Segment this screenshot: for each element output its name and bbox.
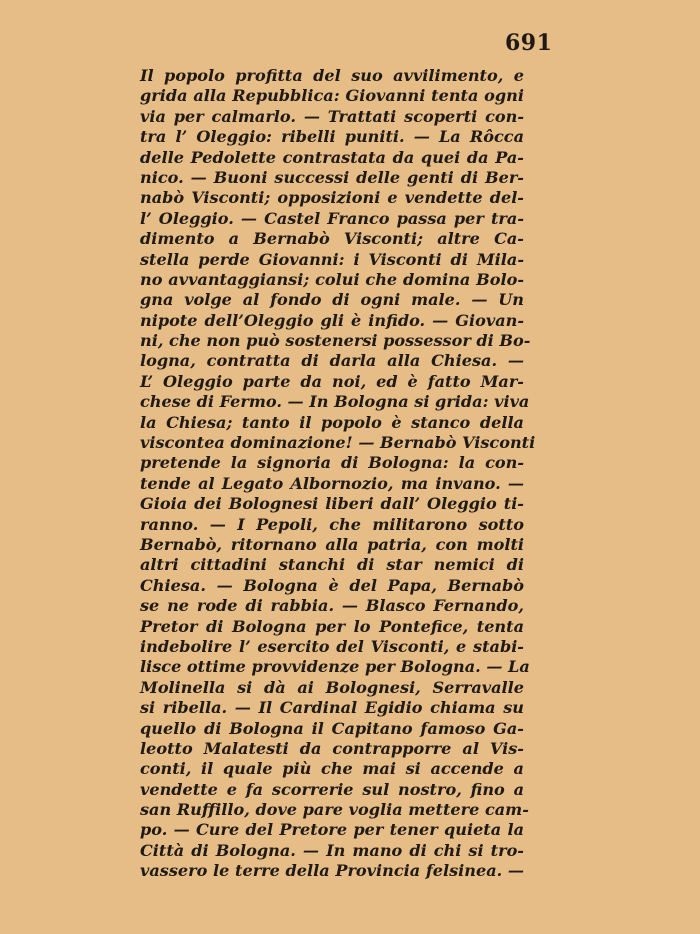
text-line: logna, contratta di darla alla Chiesa. — <box>140 351 524 371</box>
text-line: Città di Bologna. — In mano di chi si tro- <box>140 840 524 860</box>
text-line: via per calmarlo. — Trattati scoperti con- <box>140 106 524 126</box>
text-line: Chiesa. — Bologna è del Papa, Bernabò <box>140 575 524 595</box>
text-line: nipote dell’Oleggio gli è infido. — Giovan- <box>140 310 524 330</box>
page-number: 691 <box>505 30 553 56</box>
text-line: po. — Cure del Pretore per tener quieta la <box>140 820 524 840</box>
text-line: viscontea dominazione! — Bernabò Visconti <box>140 433 536 453</box>
text-line: grida alla Repubblica: Giovanni tenta ogni <box>140 86 524 106</box>
text-line: dimento a Bernabò Visconti; altre Ca- <box>140 229 524 249</box>
text-line: ni, che non può sostenersi possessor di Bo- <box>140 331 531 351</box>
text-line: Il popolo profitta del suo avvilimento, e <box>140 66 524 85</box>
text-line: tende al Legato Albornozio, ma invano. — <box>140 473 524 493</box>
text-line: stella perde Giovanni: i Visconti di Mila- <box>140 249 524 269</box>
text-line: nabò Visconti; opposizioni e vendette del- <box>140 188 524 208</box>
text-line: vassero le terre della Provincia felsinea. — <box>140 861 524 881</box>
text-line: vendette e fa scorrerie sul nostro, fino a <box>140 779 524 799</box>
text-line: se ne rode di rabbia. — Blasco Fernando, <box>140 596 524 616</box>
text-line: leotto Malatesti da contrapporre al Vis- <box>140 738 524 758</box>
text-line: Pretor di Bologna per lo Pontefice, tenta <box>140 616 524 636</box>
text-line: indebolire l’ esercito del Visconti, e stabi- <box>140 636 524 656</box>
text-line: Gioia dei Bolognesi liberi dall’ Oleggio ti- <box>140 494 524 514</box>
text-line: L’ Oleggio parte da noi, ed è fatto Mar- <box>140 371 524 391</box>
text-line: l’ Oleggio. — Castel Franco passa per tra- <box>140 208 524 228</box>
text-line: pretende la signoria di Bologna: la con- <box>140 453 524 473</box>
text-line: Bernabò, ritornano alla patria, con molti <box>140 534 524 554</box>
text-line: ranno. — I Pepoli, che militarono sotto <box>140 514 524 534</box>
text-line: chese di Fermo. — In Bologna si grida: viva <box>140 392 530 412</box>
text-line: conti, il quale più che mai si accende a <box>140 759 524 779</box>
summary-text <box>140 66 536 882</box>
text-line: gna volge al fondo di ogni male. — Un <box>140 290 524 310</box>
text-line: la Chiesa; tanto il popolo è stanco della <box>140 412 524 432</box>
text-line: tra l’ Oleggio: ribelli puniti. — La Rôcca <box>140 127 524 147</box>
text-line: no avvantaggiansi; colui che domina Bolo- <box>140 269 524 289</box>
text-line: si ribella. — Il Cardinal Egidio chiama su <box>140 698 524 718</box>
text-line: Molinella si dà ai Bolognesi, Serravalle <box>140 677 524 697</box>
text-line: san Ruffillo, dove pare voglia mettere cam- <box>140 800 529 820</box>
text-line: altri cittadini stanchi di star nemici di <box>140 555 524 575</box>
text-line: nico. — Buoni successi delle genti di Ber- <box>140 167 524 187</box>
text-line: quello di Bologna il Capitano famoso Ga- <box>140 718 524 738</box>
text-line: lisce ottime provvidenze per Bologna. — La <box>140 657 530 677</box>
text-line: delle Pedolette contrastata da quei da Pa- <box>140 147 524 167</box>
